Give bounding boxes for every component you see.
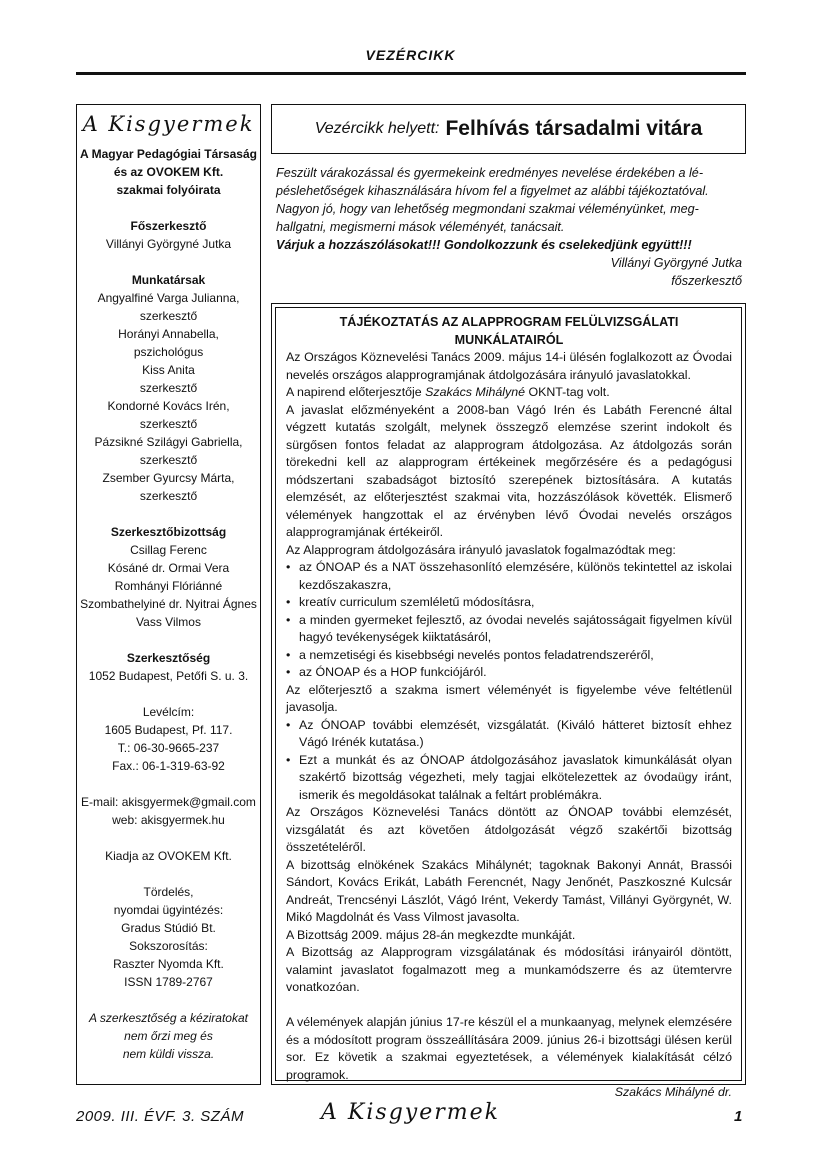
bullet-text: kreatív curriculum szemléletű módosításra, bbox=[299, 595, 535, 609]
text-span: A napirend előterjesztője bbox=[286, 385, 426, 399]
bullet-icon: • bbox=[286, 560, 291, 574]
fax-line: Fax.: 06-1-319-63-92 bbox=[112, 759, 225, 773]
staff-line: szerkesztő bbox=[139, 453, 198, 467]
intro-signature-name: Villányi Györgyné Jutka bbox=[610, 256, 742, 270]
bullet-icon: • bbox=[286, 612, 291, 627]
bullet-item bbox=[286, 664, 732, 682]
magazine-logo: A Kisgyermek bbox=[82, 112, 255, 136]
title-prefix: Vezércikk helyett: bbox=[314, 120, 440, 137]
staff-line: pszichológus bbox=[133, 345, 204, 359]
article-title-box bbox=[271, 104, 746, 154]
intro-line: hallgatni, megismerni mások véleményét, tanácsait. bbox=[276, 220, 565, 234]
info-paragraph: A javaslat előzményeként a 2008-ban Vágó Irén és Labáth Ferencné által végzett kutatás szolgált, melynek összegző elemzése szerint indokolt és sürgősen fontos feladat az alapprogram átdolgozása. Az átdolgozás során törekedni kell az alapprogram értékeinek megőrzésére és a pedagógusi módszertani szabadságot biztosító szerepének biztosítására. A kutatás elemzését, az előterjesztést szakmai vita, hozzászólások követték. Elismerő vélemények hangzottak el az érvényben lévő Óvodai nevelés országos alapprogramjának értékeiről. bbox=[286, 402, 732, 539]
staff-line: szerkesztő bbox=[139, 489, 198, 503]
info-paragraph: A Bizottság 2009. május 28-án megkezdte munkáját. bbox=[286, 927, 576, 942]
article-title: Felhívás társadalmi vitára bbox=[445, 117, 703, 140]
info-paragraph: Az Országos Köznevelési Tanács döntött az ÓNOAP további elemzését, vizsgálatát és azt követően átdolgozását végző szakértői bizottság összetételéről. bbox=[286, 805, 732, 854]
issuer-line: Kiadja az OVOKEM Kft. bbox=[105, 849, 232, 863]
bullet-icon: • bbox=[286, 717, 291, 732]
board-heading: Szerkesztőbizottság bbox=[110, 525, 227, 539]
footer-logo: A Kisgyermek bbox=[321, 1100, 500, 1125]
email-line: E-mail: akisgyermek@gmail.com bbox=[81, 795, 256, 809]
production-line: Raszter Nyomda Kft. bbox=[113, 957, 224, 971]
bullet-icon: • bbox=[286, 595, 291, 609]
intro-line: Feszült várakozással és gyermekeink eredményes nevelése érdekében a lé- bbox=[276, 166, 704, 180]
office-address: 1052 Budapest, Petőfi S. u. 3. bbox=[88, 669, 249, 683]
bullet-text: a minden gyermeket fejlesztő, az óvodai nevelés sajátosságait figyelmen kívül hagyó tevékenységek kiiktatásáról, bbox=[299, 612, 732, 644]
bullet-icon: • bbox=[286, 647, 291, 662]
bullet-text: a nemzetiségi és kisebbségi nevelés pontos feladatrendszeréről, bbox=[299, 647, 654, 662]
staff-line: szerkesztő bbox=[139, 309, 198, 323]
info-paragraph: Az Alapprogram átdolgozására irányuló javaslatok fogalmazódtak meg: bbox=[286, 542, 676, 557]
info-box-inner bbox=[275, 307, 742, 1099]
production-line: Gradus Stúdió Bt. bbox=[121, 921, 216, 935]
bullet-item bbox=[286, 559, 732, 594]
masthead-sidebar bbox=[76, 104, 261, 1085]
bullet-item bbox=[286, 647, 732, 665]
intro-call: Várjuk a hozzászólásokat!!! Gondolkozzunk és cselekedjünk együtt!!! bbox=[276, 238, 692, 252]
office-heading: Szerkesztőség bbox=[126, 651, 211, 665]
info-paragraph: A Bizottság az Alapprogram vizsgálatának és módosítási irányairól döntött, valamint javaslatot fogalmazott meg a munkamódszerre és az ütemtervre vonatkozóan. bbox=[286, 945, 732, 994]
web-line: web: akisgyermek.hu bbox=[112, 813, 225, 827]
info-paragraph: Az előterjesztő a szakma ismert véleményét is figyelembe véve feltétlenül javasolja. bbox=[286, 682, 732, 714]
staff-line: szerkesztő bbox=[139, 417, 198, 431]
publisher-line-2: és az OVOKEM Kft. bbox=[113, 165, 224, 179]
publisher-line-3: szakmai folyóirata bbox=[116, 183, 221, 197]
page-number: 1 bbox=[734, 1108, 743, 1125]
issn-line: ISSN 1789-2767 bbox=[124, 975, 213, 989]
text-span: OKNT-tag volt. bbox=[525, 385, 610, 399]
info-title: TÁJÉKOZTATÁS AZ ALAPPROGRAM FELÜLVIZSGÁLATI MUNKÁLATAIRÓL bbox=[339, 315, 679, 347]
staff-line: Pázsikné Szilágyi Gabriella, bbox=[94, 435, 243, 449]
board-member: Szombathelyiné dr. Nyitrai Ágnes bbox=[80, 597, 257, 611]
bullet-item bbox=[286, 717, 732, 752]
issue-label: 2009. III. ÉVF. 3. SZÁM bbox=[76, 1108, 244, 1125]
staff-line: Horányi Annabella, bbox=[118, 327, 219, 341]
bullet-item bbox=[286, 594, 732, 612]
board-member: Kósáné dr. Ormai Vera bbox=[107, 561, 230, 575]
chief-editor-heading: Főszerkesztő bbox=[130, 219, 207, 233]
header-rule bbox=[76, 72, 746, 75]
mail-line: 1605 Budapest, Pf. 117. bbox=[104, 723, 233, 737]
board-member: Vass Vilmos bbox=[136, 615, 201, 629]
info-paragraph: A vélemények alapján június 17-re készül el a munkaanyag, melynek elemzésére és a módosított program összeállítására 2009. június 26-i bizottsági ülésen kerül sor. Ez követik a szakmai egyeztetések, a vélemények kialakítását célzó programok. bbox=[286, 1015, 732, 1082]
info-paragraph: Az Országos Köznevelési Tanács 2009. május 14-i ülésén foglalkozott az Óvodai nevelés országos alapprogramjának átdolgozására irányuló javaslatokkal. bbox=[286, 350, 732, 382]
info-paragraph bbox=[286, 384, 732, 402]
notice-line: nem küldi vissza. bbox=[122, 1047, 215, 1061]
phone-line: T.: 06-30-9665-237 bbox=[117, 741, 220, 755]
bullet-text: az ÓNOAP és a HOP funkciójáról. bbox=[299, 665, 487, 679]
mail-line: Levélcím: bbox=[142, 705, 195, 719]
board-member: Csillag Ferenc bbox=[130, 543, 207, 557]
info-box bbox=[271, 303, 746, 1099]
section-header: VEZÉRCIKK bbox=[365, 47, 456, 63]
bullet-text: Az ÓNOAP további elemzését, vizsgálatát. (Kiváló hátteret biztosít ehhez Vágó Irénék kutatása.) bbox=[299, 717, 732, 749]
staff-line: Zsember Gyurcsy Márta, bbox=[102, 471, 235, 485]
intro-line: péslehetőségek kihasználására hívom fel a figyelmet az alábbi tájékoztatóval. bbox=[276, 184, 709, 198]
staff-line: Kiss Anita bbox=[142, 363, 195, 377]
intro-line: Nagyon jó, hogy van lehetőség megmondani szakmai véleményünket, meg- bbox=[276, 202, 699, 216]
bullet-icon: • bbox=[286, 665, 291, 679]
staff-line: szerkesztő bbox=[139, 381, 198, 395]
production-line: Sokszorosítás: bbox=[129, 939, 208, 953]
production-line: nyomdai ügyintézés: bbox=[113, 903, 224, 917]
notice-line: nem őrzi meg és bbox=[124, 1029, 213, 1043]
staff-line: Angyalfiné Varga Julianna, bbox=[97, 291, 240, 305]
production-line: Tördelés, bbox=[143, 885, 194, 899]
bullet-item bbox=[286, 612, 732, 647]
bullet-text: Ezt a munkát és az ÓNOAP átdolgozásához javaslatok kimunkálását olyan szakértő bizottság végezheti, mely tagjai elkötelezettek az óvodaügy iránt, ismerik és megoldásokat találnak a feltárt problémákra. bbox=[299, 752, 732, 802]
bullet-icon: • bbox=[286, 752, 291, 767]
bullet-item bbox=[286, 752, 732, 805]
info-signature: Szakács Mihályné dr. bbox=[614, 1085, 732, 1099]
info-paragraph: A bizottság elnökének Szakács Mihályné​t; tagoknak Bakonyi Annát, Brassói Sándort, Kovács Erikát, Labáth Ferencnét, Nagy Jenőnét, Paszkoszné Kulcsár Andreát, Trencsényi Lászlót, Vágó Irént, Vekerdy Tamást, Villányi Györgynét, W. Mikó Magdolnát és Vass Vilmost javasolta. bbox=[286, 857, 732, 924]
chief-editor-name: Villányi Györgyné Jutka bbox=[105, 237, 232, 251]
staff-heading: Munkatársak bbox=[131, 273, 206, 287]
publisher-line-1: A Magyar Pedagógiai Társaság bbox=[80, 147, 257, 161]
staff-line: Kondorné Kovács Irén, bbox=[107, 399, 230, 413]
notice-line: A szerkesztőség a kéziratokat bbox=[89, 1011, 248, 1025]
bullet-text: az ÓNOAP és a NAT összehasonlító elemzésére, különös tekintettel az iskolai kezdőszakaszra, bbox=[299, 560, 732, 592]
intro-paragraph bbox=[276, 164, 742, 290]
intro-signature-role: főszerkesztő bbox=[671, 274, 742, 288]
presenter-name: Szakács Mihályné bbox=[425, 385, 525, 399]
board-member: Romhányi Flóriánné bbox=[114, 579, 223, 593]
